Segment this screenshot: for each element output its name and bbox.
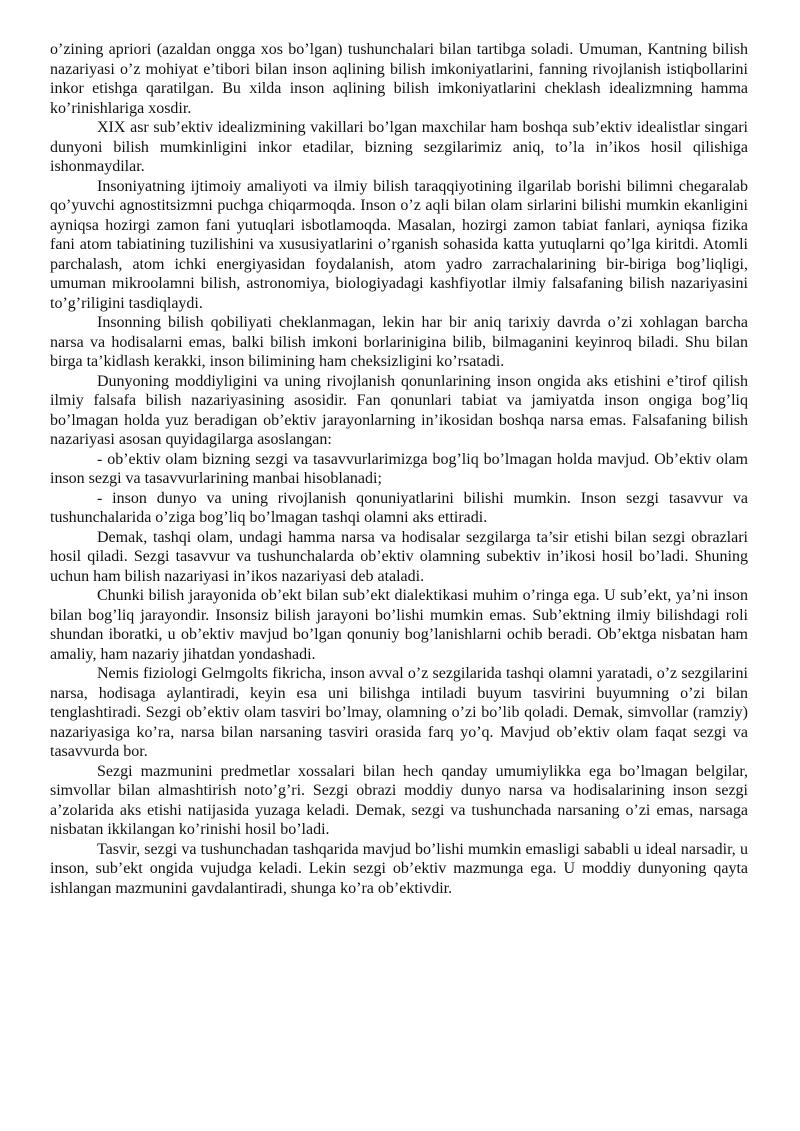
paragraph-materiality: Dunyoning moddiyligini va uning rivojlanish qonunlarining inson ongida aks etishini e’tirof qilish ilmiy falsafa bilish nazariyasining asosidir. Fan qonunlari tabiat va jamiyatda inson ongiga bog’liq bo’lmagan holda yuz beradigan ob’ektiv jarayonlarning in’ikosidan boshqa narsa emas. Falsafaning bilish nazariyasi asosan quyidagilarga asoslangan: [50, 372, 748, 448]
paragraph-continuation: o’zining apriori (azaldan ongga xos bo’lgan) tushunchalari bilan tartibga soladi. Umuman, Kantning bilish nazariyasi o’z mohiyat e’tibori bilan inson aqlining bilish imkoniyatlarini, fanning rivojlanish istiqbollarini inkor etishga qaratilgan. Bu xilda inson aqlining bilish imkoniyatlarini cheklash idealizmning hamma ko’rinishlariga xosdir. [50, 41, 748, 117]
paragraph-helmholtz: Nemis fiziologi Gelmgolts fikricha, inson avval o’z sezgilarida tashqi olamni yaratadi, o’z sezgilarini narsa, hodisaga aylantiradi, keyin esa uni bilishga intiladi buyum tasvirini buyumning o’zi bilan tenglashtiradi. Sezgi ob’ektiv olam tasviri bo’lmay, olamning o’zi bo’lib qoladi. Demak, simvollar (ramziy) nazariyasiga ko’ra, narsa bilan narsaning tasviri orasida farq yo’q. Mavjud ob’ektiv olam faqat sezgi va tasavvurda bor. [50, 665, 748, 760]
paragraph-sensory-images: Demak, tashqi olam, undagi hamma narsa va hodisalar sezgilarga ta’sir etishi bilan sezgi obrazlari hosil qiladi. Sezgi tasavvur va tushunchalarda ob’ektiv olamning subektiv in’ikosi hosil bo’ladi. Shuning uchun ham bilish nazariyasi in’ikos nazariyasi deb ataladi. [50, 528, 748, 585]
paragraph-object-subject: Chunki bilish jarayonida ob’ekt bilan sub’ekt dialektikasi muhim o’ringa ega. U sub’ekt, ya’ni inson bilan bog’liq jarayondir. Insonsiz bilish jarayoni bo’lishi mumkin emas. Sub’ektning ilmiy bilishdagi roli shundan iboratki, u ob’ektiv mavjud bo’lgan qonuniy bog’lanishlarni ochib beradi. Ob’ektga nisbatan ham amaliy, ham nazariy jihatdan yondashadi. [50, 587, 748, 663]
paragraph-subjective-idealism: XIX asr sub’ektiv idealizmining vakillari bo’lgan maxchilar ham boshqa sub’ektiv idealistlar singari dunyoni bilish mumkinligini inkor etadilar, bizning sezgilarimiz aniq, to’la in’ikos hosil qilishiga ishonmaydilar. [50, 119, 748, 175]
paragraph-sensation-content: Sezgi mazmunini predmetlar xossalari bilan hech qanday umumiylikka ega bo’lmagan belgilar, simvollar bilan almashtirish noto’g’ri. Sezgi obrazi moddiy dunyo narsa va hodisalarining inson sezgi a’zolarida aks etishi natijasida yuzaga keladi. Demak, sezgi va tushunchada narsaning o’zi emas, narsaga nisbatan ikkilangan ko’rinishi hosil bo’ladi. [50, 762, 748, 838]
paragraph-image-ideal: Tasvir, sezgi va tushunchadan tashqarida mavjud bo’lishi mumkin emasligi sababli u ideal narsadir, u inson, sub’ekt ongida vujudga keladi. Lekin sezgi ob’ektiv mazmunga ega. U moddiy dunyoning qayta ishlangan mazmunini gavdalantiradi, shunga ko’ra ob’ektivdir. [50, 840, 748, 897]
list-item-objective-world: - ob’ektiv olam bizning sezgi va tasavvurlarimizga bog’liq bo’lmagan holda mavjud. Ob’ektiv olam inson sezgi va tasavvurlarining manbai hisoblanadi; [50, 450, 748, 487]
paragraph-social-practice: Insoniyatning ijtimoiy amaliyoti va ilmiy bilish taraqqiyotining ilgarilab borishi bilimni chegaralab qo’yuvchi agnostitsizmni puchga chiqarmoqda. Inson o’z aqli bilan olam sirlarini bilishi mumkin ekanligini ayniqsa hozirgi zamon fani yutuqlari isbotlamoqda. Masalan, hozirgi zamon tabiat fanlari, ayniqsa fizika fani atom tabiatining tuzilishini va xususiyatlarini o’rganish sohasida katta yutuqlarni qo’lga kiritdi. Atomli parchalash, atom ichki energiyasidan foydalanish, atom yadro zarrachalarining bir-biriga bog’liqligi, umuman mikroolamni bilish, astronomiya, biologiyadagi kashfiyotlar ilmiy falsafaning bilish nazariyasini to’g’riligini tasdiqlaydi. [50, 177, 748, 312]
list-item-human-knowledge: - inson dunyo va uning rivojlanish qonuniyatlarini bilishi mumkin. Inson sezgi tasavvur va tushunchalarida o’ziga bog’liq bo’lmagan tashqi olamni aks ettiradi. [50, 489, 748, 526]
paragraph-cognitive-ability: Insonning bilish qobiliyati cheklanmagan, lekin har bir aniq tarixiy davrda o’zi xohlagan barcha narsa va hodisalarni emas, balki bilish imkoni borlarinigina bilib, bilmaganini keyinroq biladi. Shu bilan birga ta’kidlash kerakki, inson bilimining ham cheksizligini ko’rsatadi. [50, 314, 748, 370]
